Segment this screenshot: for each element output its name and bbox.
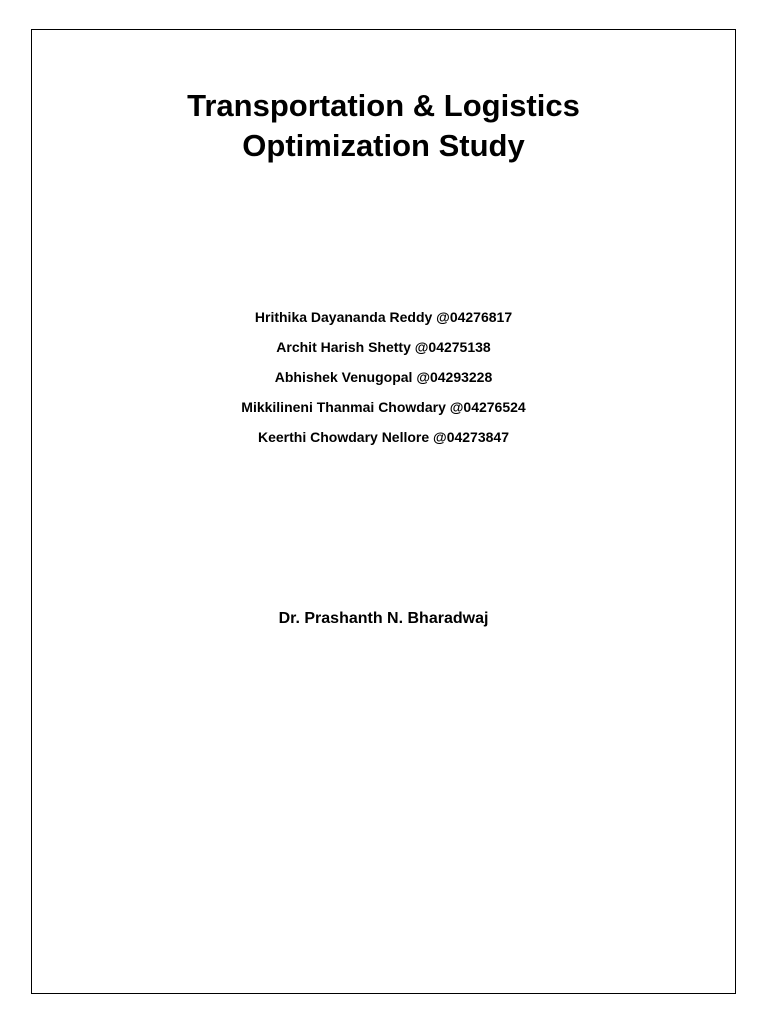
author-name: Mikkilineni Thanmai Chowdary @04276524 (241, 399, 526, 415)
author-name: Hrithika Dayananda Reddy @04276817 (254, 309, 513, 325)
author-list (31, 302, 736, 452)
author-name: Keerthi Chowdary Nellore @04273847 (258, 429, 509, 445)
title-line-1: Transportation & Logistics (187, 88, 580, 123)
author-name: Abhishek Venugopal @04293228 (274, 369, 493, 385)
supervisor-name: Dr. Prashanth N. Bharadwaj (278, 610, 489, 627)
document-title (31, 86, 736, 166)
page-border (31, 29, 736, 994)
author-name: Archit Harish Shetty @04275138 (276, 339, 491, 355)
title-line-2: Optimization Study (242, 128, 525, 163)
